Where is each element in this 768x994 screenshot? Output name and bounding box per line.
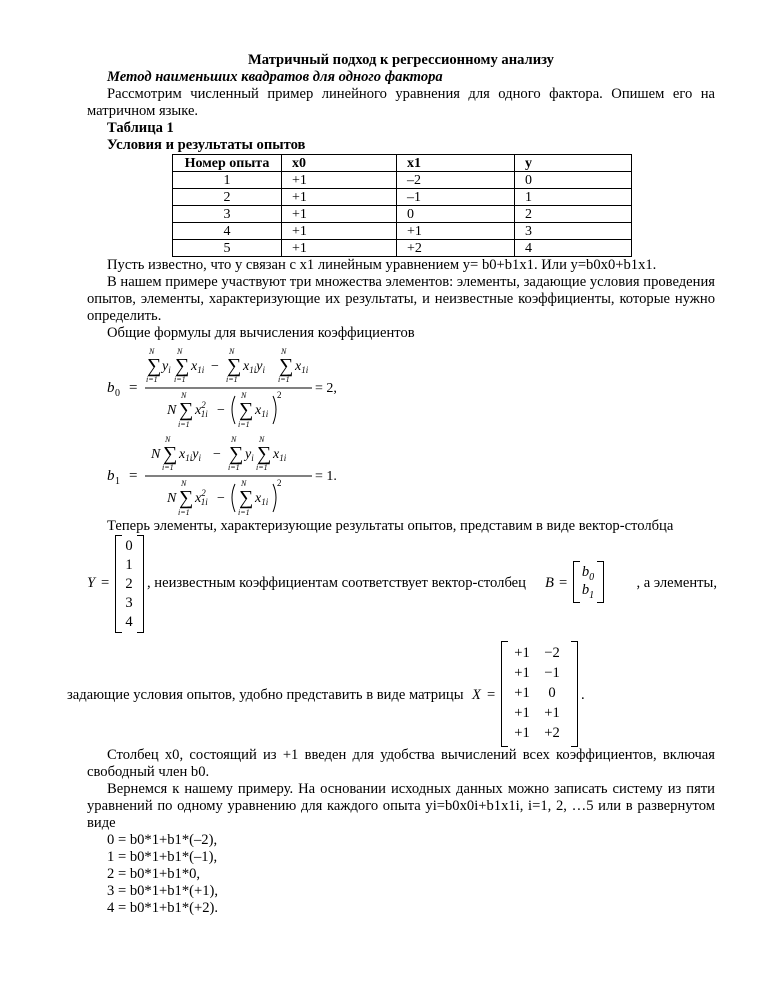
svg-text:i=1: i=1 [146, 375, 158, 384]
svg-text:i=1: i=1 [178, 420, 190, 429]
svg-text:∑: ∑ [239, 399, 254, 421]
svg-text:∑: ∑ [175, 355, 190, 377]
b0-formula [107, 342, 407, 430]
table-row [173, 206, 632, 223]
svg-text:i=1: i=1 [162, 463, 174, 472]
cell-y: 0 [515, 172, 632, 189]
svg-text:x21i: $x^2$ 1i [195, 488, 208, 507]
relation-paragraph: Пусть известно, что y связан с x1 линейным уравнением y= b0+b1x1. Или y=b0x0+b1x1. [107, 257, 657, 273]
svg-text:N: N [241, 391, 247, 400]
section-subtitle: Метод наименьших квадратов для одного фактора [107, 69, 443, 85]
Y-element: 2 [125, 576, 133, 592]
svg-text:=: = [129, 468, 138, 484]
cell-run: 3 [173, 206, 282, 223]
svg-text:0: 0 [115, 388, 120, 399]
B-element-b1: $b_1$ [581, 582, 595, 601]
svg-text:x21i: $x^2$ 1i [195, 400, 208, 419]
X-element: +1 [544, 705, 560, 721]
Y-vector [123, 537, 135, 632]
matrix-text: задающие условия опытов, удобно представить в виде матрицы [67, 687, 464, 703]
table-row [173, 240, 632, 257]
b1-formula [107, 430, 407, 518]
svg-text:∑: ∑ [239, 487, 254, 509]
equation-line: 2 = b0*1+b1*0, [107, 866, 201, 882]
X-element: +1 [514, 705, 530, 721]
equation-line: 0 = b0*1+b1*(–2), [107, 832, 218, 848]
svg-text:∑: ∑ [179, 399, 194, 421]
cell-x1: 0 [397, 206, 515, 223]
X-element: +2 [544, 725, 560, 741]
vector-block [87, 535, 715, 635]
svg-text:2: 2 [277, 390, 282, 400]
svg-text:∑: ∑ [147, 355, 162, 377]
table-caption: Условия и результаты опытов [107, 137, 306, 153]
svg-text:x1i: $x_{1i}$ [273, 447, 287, 463]
cell-y: 3 [515, 223, 632, 240]
cell-y: 1 [515, 189, 632, 206]
page-title: Матричный подход к регрессионному анализу [248, 52, 554, 68]
svg-text:2: 2 [277, 478, 282, 488]
svg-text:i=1: i=1 [226, 375, 238, 384]
svg-text:N: N [229, 347, 235, 356]
svg-text:−: − [213, 447, 221, 462]
cell-x0: +1 [282, 206, 397, 223]
cell-x1: –1 [397, 189, 515, 206]
header-x0: x0 [282, 155, 397, 172]
svg-text:N: N [167, 403, 177, 418]
cell-run: 4 [173, 223, 282, 240]
cell-x1: +1 [397, 223, 515, 240]
table-header-row [173, 155, 632, 172]
header-y: y [515, 155, 632, 172]
svg-text:yi: $y_i$ [162, 359, 171, 375]
X-element: +1 [514, 725, 530, 741]
cell-run: 1 [173, 172, 282, 189]
svg-text:∑: ∑ [229, 443, 244, 465]
svg-text:x1i: $x_{1i}$ [255, 403, 269, 419]
svg-text:1: 1 [115, 476, 120, 487]
svg-text:i=1: i=1 [256, 463, 268, 472]
X-element: +1 [514, 665, 530, 681]
X-element: 0 [548, 685, 556, 701]
cell-run: 5 [173, 240, 282, 257]
cell-x1: +2 [397, 240, 515, 257]
table-row [173, 172, 632, 189]
equation-line: 4 = b0*1+b1*(+2). [107, 900, 219, 916]
column-paragraph: Столбец x0, состоящий из +1 введен для удобства вычислений всех коэффициентов, включая свободный член b0. [87, 747, 715, 780]
cell-x1: –2 [397, 172, 515, 189]
B-element-b0: $b_0$ [581, 564, 595, 583]
svg-text:N: N [241, 479, 247, 488]
table-row [173, 189, 632, 206]
svg-text:∑: ∑ [279, 355, 294, 377]
svg-text:∑: ∑ [163, 443, 178, 465]
header-run-number: Номер опыта [173, 155, 282, 172]
svg-text:−: − [217, 491, 225, 506]
equation-line: 1 = b0*1+b1*(–1), [107, 849, 218, 865]
svg-text:N: N [281, 347, 287, 356]
svg-text:N: N [181, 479, 187, 488]
svg-text:∑: ∑ [257, 443, 272, 465]
X-equals: = [487, 687, 496, 703]
X-matrix [507, 643, 571, 743]
sets-paragraph: В нашем примере участвуют три множества элементов: элементы, задающие условия проведения опытов, элементы, характеризующие их результаты, и неизвестные коэффициенты, которые нужно определить. [87, 274, 715, 324]
matrix-period: . [581, 687, 585, 703]
table-label: Таблица 1 [107, 120, 174, 136]
Y-element: 1 [125, 557, 133, 573]
Y-element: 3 [125, 595, 133, 611]
svg-text:∑: ∑ [179, 487, 194, 509]
Y-element: 4 [125, 614, 133, 630]
svg-text:x1iyi: $x_{1i}y_i$ [243, 359, 265, 375]
svg-text:yi: $y_i$ [245, 447, 254, 463]
svg-text:x1i: $x_{1i}$ [295, 359, 309, 375]
svg-text:N: N [231, 435, 237, 444]
cell-y: 4 [515, 240, 632, 257]
document-page [67, 52, 717, 917]
cell-x0: +1 [282, 240, 397, 257]
svg-text:N: N [151, 447, 161, 462]
X-element: +1 [514, 685, 530, 701]
vector-text-2: , а элементы, [636, 575, 717, 591]
svg-text:b: b [107, 468, 115, 484]
X-symbol: X [472, 687, 481, 703]
table-row [173, 223, 632, 240]
formulas-intro: Общие формулы для вычисления коэффициентов [107, 325, 415, 341]
svg-text:b: b [107, 380, 115, 396]
cell-x0: +1 [282, 223, 397, 240]
svg-text:−: − [217, 403, 225, 418]
svg-text:N: N [177, 347, 183, 356]
svg-text:∑: ∑ [227, 355, 242, 377]
matrix-block [67, 635, 715, 747]
header-x1: x1 [397, 155, 515, 172]
B-symbol: B [545, 575, 554, 591]
vector-paragraph: Теперь элементы, характеризующие результаты опытов, представим в виде вектор-столбца [107, 518, 674, 534]
svg-text:=: = [129, 380, 138, 396]
Y-equals: = [101, 575, 110, 591]
B-vector [581, 563, 595, 599]
return-paragraph: Вернемся к нашему примеру. На основании исходных данных можно записать систему из пяти уравнений по одному уравнению для каждого опыта yi=b0x0i+b1x1i, i=1, 2, …5 или в развернутом виде [87, 781, 715, 831]
B-equals: = [559, 575, 568, 591]
svg-text:i=1: i=1 [228, 463, 240, 472]
svg-text:i=1: i=1 [238, 508, 250, 517]
cell-run: 2 [173, 189, 282, 206]
svg-text:N: N [181, 391, 187, 400]
svg-text:i=1: i=1 [174, 375, 186, 384]
cell-x0: +1 [282, 172, 397, 189]
Y-symbol: Y [87, 575, 96, 591]
svg-text:N: N [149, 347, 155, 356]
svg-text:i=1: i=1 [238, 420, 250, 429]
Y-element: 0 [125, 538, 133, 554]
svg-text:i=1: i=1 [178, 508, 190, 517]
cell-y: 2 [515, 206, 632, 223]
X-element: −2 [544, 645, 560, 661]
experiment-table [172, 154, 632, 257]
svg-text:N: N [165, 435, 171, 444]
X-element: −1 [544, 665, 560, 681]
vector-text-1: , неизвестным коэффициентам соответствует вектор-столбец [147, 575, 526, 591]
equation-line: 3 = b0*1+b1*(+1), [107, 883, 219, 899]
b0-result: = 2, [315, 381, 337, 396]
svg-text:x1iyi: $x_{1i}y_i$ [179, 447, 201, 463]
intro-paragraph: Рассмотрим численный пример линейного уравнения для одного фактора. Опишем его на матричном языке. [87, 86, 715, 119]
svg-text:i=1: i=1 [278, 375, 290, 384]
svg-text:N: N [167, 491, 177, 506]
b1-result: = 1. [315, 469, 337, 484]
svg-text:x1i: $x_{1i}$ [191, 359, 205, 375]
svg-text:N: N [259, 435, 265, 444]
cell-x0: +1 [282, 189, 397, 206]
svg-text:−: − [211, 359, 219, 374]
X-element: +1 [514, 645, 530, 661]
svg-text:x1i: $x_{1i}$ [255, 491, 269, 507]
